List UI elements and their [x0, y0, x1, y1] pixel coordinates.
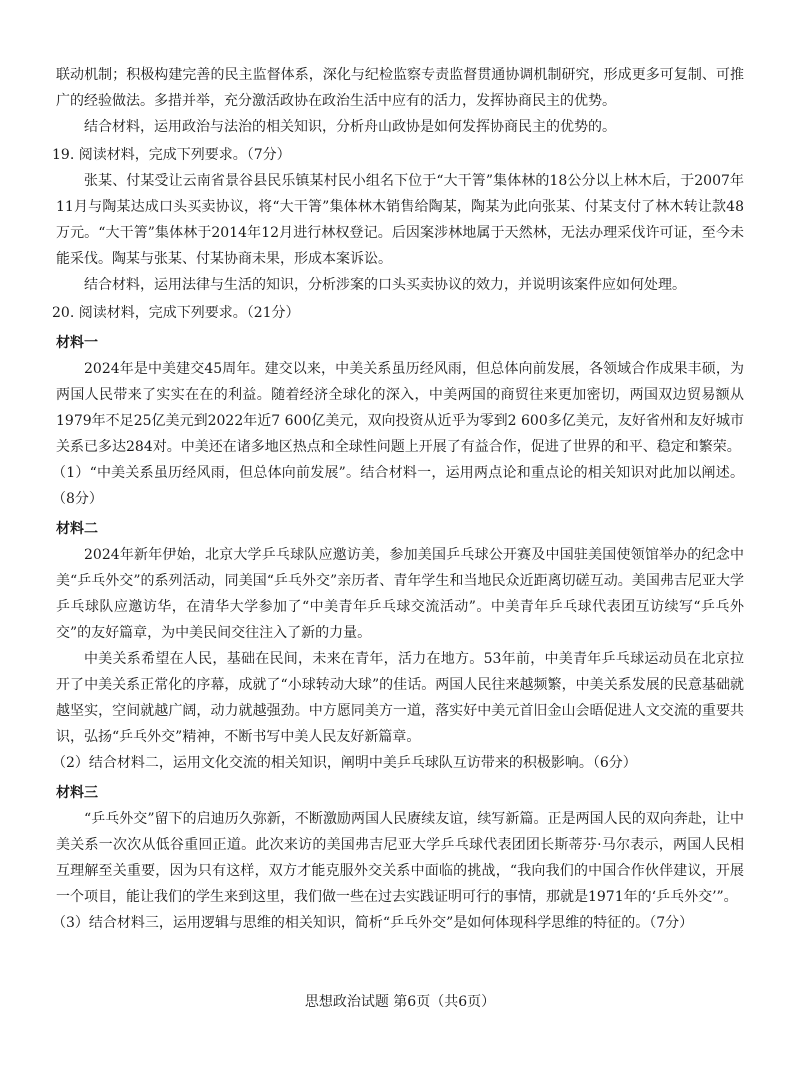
material-one-title: 材料一	[56, 335, 98, 351]
q19-task: 结合材料，运用法律与生活的知识，分析涉案的口头买卖协议的效力，并说明该案件应如何处理。	[84, 277, 686, 293]
q20-heading: 20. 阅读材料，完成下列要求。（21分）	[52, 305, 300, 321]
material-three-title: 材料三	[56, 785, 98, 801]
q18-material-tail: 联动机制；积极构建完善的民主监督体系，深化与纪检监察专责监督贯通协调机制研究，形成更多可复制、可推广的经验做法。多措并举，充分激活政协在政治生活中应有的活力，发挥协商民主的优势。	[56, 67, 744, 109]
q20-sub3: （3）结合材料三，运用逻辑与思维的相关知识，简析“乒乓外交”是如何体现科学思维的特征的。（7分）	[52, 915, 694, 931]
material-one-text: 2024年是中美建交45周年。建交以来，中美关系虽历经风雨，但总体向前发展，各领域合作成果丰硕，为两国人民带来了实实在在的利益。随着经济全球化的深入，中美两国的商贸往来更加密切，两国双边贸易额从1979年不足25亿美元到2022年近7 600亿美元，双向投资从近乎为零到2 600多亿美元，友好省州和友好城市关系已多达284对。中美还在诸多地区热点和全球性问题上开展了有益合作，促进了世界的和平、稳定和繁荣。	[56, 361, 744, 455]
material-three-text: “乒乓外交”留下的启迪历久弥新，不断激励两国人民赓续友谊，续写新篇。正是两国人民的双向奔赴，让中美关系一次次从低谷重回正道。此次来访的美国弗吉尼亚大学乒乓球代表团团长斯蒂芬·马尔表示，两国人民相互理解至关重要，因为只有这样，双方才能克服外交关系中面临的挑战，“我向我们的中国合作伙伴建议，开展一个项目，能让我们的学生来到这里，我们做一些在过去实践证明可行的事情，那就是1971年的‘乒乓外交’”。	[56, 811, 744, 905]
material-two-text-2: 中美关系希望在人民，基础在民间，未来在青年，活力在地方。53年前，中美青年乒乓球运动员在北京拉开了中美关系正常化的序幕，成就了“小球转动大球”的佳话。两国人民往来越频繁，中美关系发展的民意基础就越坚实，空间就越广阔，动力就越强劲。中方愿同美方一道，落实好中美元首旧金山会晤促进人文交流的重要共识，弘扬“乒乓外交”精神，不断书写中美人民友好新篇章。	[56, 651, 744, 745]
q20-sub2: （2）结合材料二，运用文化交流的相关知识，阐明中美乒乓球队互访带来的积极影响。（6分）	[52, 755, 637, 771]
material-two-text-1: 2024年新年伊始，北京大学乒乓球队应邀访美，参加美国乒乓球公开赛及中国驻美国使领馆举办的纪念中美“乒乓外交”的系列活动，同美国“乒乓外交”亲历者、青年学生和当地民众近距离切磋互动。美国弗吉尼亚大学乒乓球队应邀访华，在清华大学参加了“中美青年乒乓球交流活动”。中美青年乒乓球代表团互访续写“乒乓外交”的友好篇章，为中美民间交往注入了新的力量。	[56, 547, 744, 641]
q18-task: 结合材料，运用政治与法治的相关知识，分析舟山政协是如何发挥协商民主的优势的。	[84, 119, 616, 135]
q19-heading: 19. 阅读材料，完成下列要求。（7分）	[52, 147, 291, 163]
material-two-title: 材料二	[56, 521, 98, 537]
q20-sub1: （1）“中美关系虽历经风雨，但总体向前发展”。结合材料一，运用两点论和重点论的相关知识对此加以阐述。（8分）	[52, 465, 744, 507]
page-footer: 思想政治试题 第6页（共6页）	[304, 994, 496, 1010]
page-content	[52, 62, 744, 936]
q19-material: 张某、付某受让云南省景谷县民乐镇某村民小组名下位于“大干箐”集体林的18公分以上林木后，于2007年11月与陶某达成口头买卖协议，将“大干箐”集体林木销售给陶某，陶某为此向张某、付某支付了林木转让款48万元。“大干箐”集体林于2014年12月进行林权登记。后因案涉林地属于天然林，无法办理采伐许可证，至今未能采伐。陶某与张某、付某协商未果，形成本案诉讼。	[56, 173, 744, 267]
